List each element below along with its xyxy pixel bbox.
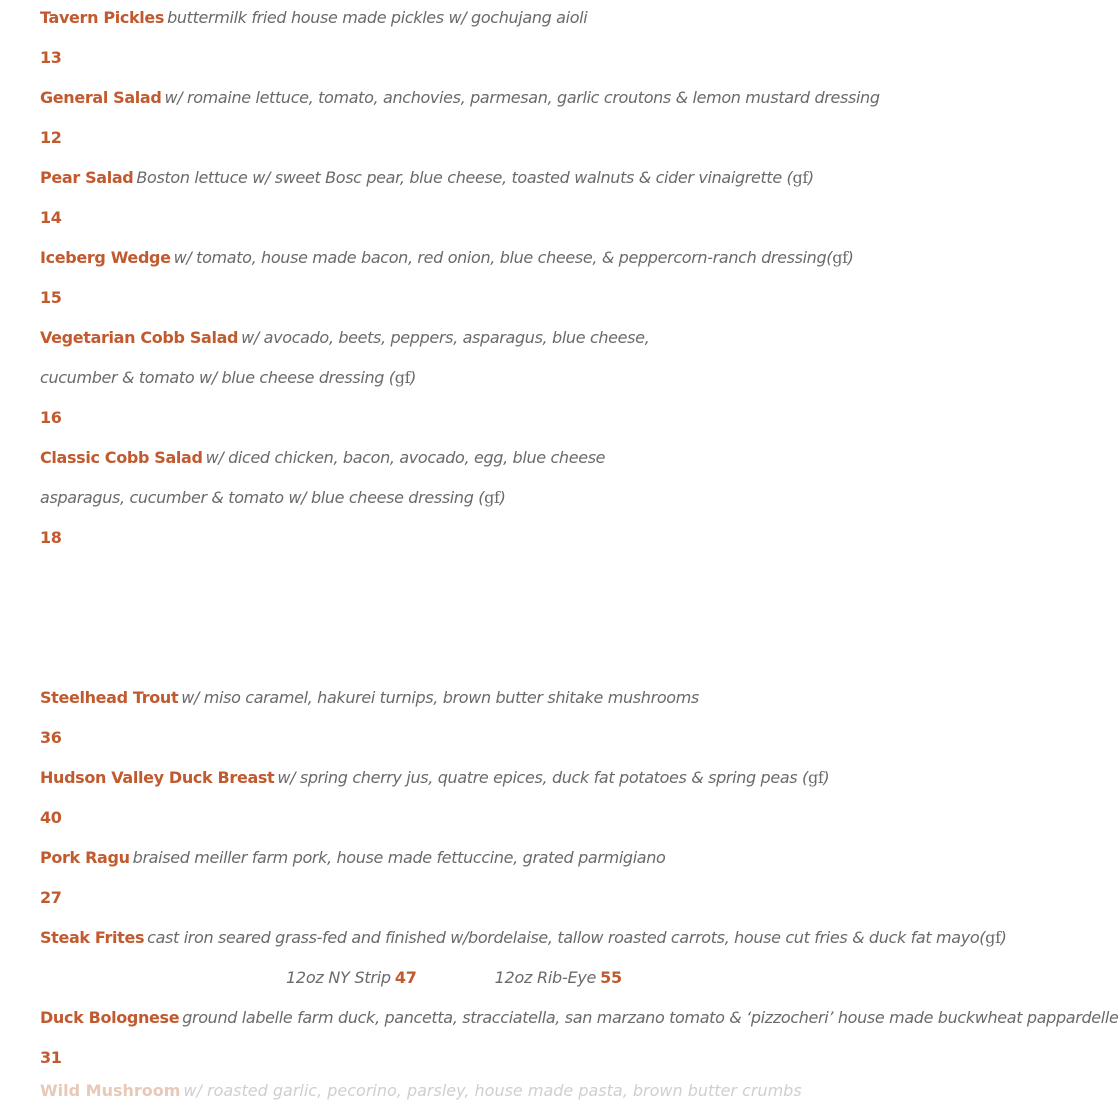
item-price: 13: [40, 48, 62, 67]
item-name: Tavern Pickles: [40, 8, 165, 27]
item-description: w/ avocado, beets, peppers, asparagus, blue cheese,: [241, 328, 650, 347]
item-description-end: ): [823, 768, 830, 787]
menu-item-price-line: [40, 800, 1080, 840]
menu-item-price-line: [40, 520, 1080, 560]
menu: [40, 0, 1118, 1080]
gluten-free-tag: gf: [792, 168, 808, 187]
item-description: Boston lettuce w/ sweet Bosc pear, blue cheese, toasted walnuts & cider vinaigrette (: [136, 168, 793, 187]
gluten-free-tag: gf: [807, 768, 824, 787]
menu-item-price-line: [40, 1040, 1080, 1080]
item-name: Steelhead Trout: [40, 688, 179, 707]
item-name: Steak Frites: [40, 928, 145, 947]
menu-item-line: [40, 920, 1080, 960]
menu-item-line: [40, 1000, 1118, 1040]
item-description-end: ): [807, 168, 814, 187]
menu-item-line: [40, 0, 1080, 40]
menu-item-line: [40, 320, 1080, 360]
menu-item-price-line: [40, 200, 1080, 240]
item-price: 15: [40, 288, 62, 307]
menu-item-price-line: [40, 400, 1080, 440]
item-price: 18: [40, 528, 62, 547]
menu-item-line-continued: [40, 360, 1080, 400]
gluten-free-tag: gf: [484, 488, 500, 507]
item-description-end: ): [1000, 928, 1007, 947]
item-price: 14: [40, 208, 62, 227]
item-price: 16: [40, 408, 62, 427]
item-name: Iceberg Wedge: [40, 248, 171, 267]
section-gap: [40, 560, 1080, 680]
item-name: Classic Cobb Salad: [40, 448, 203, 467]
item-description: w/ romaine lettuce, tomato, anchovies, parmesan, garlic croutons & lemon mustard dressing: [164, 88, 880, 107]
item-price: 12: [40, 128, 62, 147]
menu-item-line: [40, 760, 1080, 800]
item-description: w/ spring cherry jus, quatre epices, duck fat potatoes & spring peas (: [277, 768, 808, 787]
menu-item-price-line: [40, 40, 1080, 80]
item-price: 27: [40, 888, 62, 907]
gluten-free-tag: gf: [985, 928, 1001, 947]
item-description: w/ miso caramel, hakurei turnips, brown butter shitake mushrooms: [181, 688, 699, 707]
menu-item-price-line: [40, 880, 1080, 920]
item-name: Pear Salad: [40, 168, 134, 187]
item-name: Pork Ragu: [40, 848, 130, 867]
item-description-continued: asparagus, cucumber & tomato w/ blue cheese dressing (: [40, 488, 485, 507]
cut-label: 12oz NY Strip: [286, 968, 391, 987]
item-description: w/ tomato, house made bacon, red onion, blue cheese, & peppercorn-ranch dressing(: [173, 248, 833, 267]
item-description: w/ roasted garlic, pecorino, parsley, house made pasta, brown butter crumbs: [183, 1081, 802, 1100]
steak-cuts-line: [40, 960, 1080, 1000]
item-description: braised meiller farm pork, house made fettuccine, grated parmigiano: [132, 848, 666, 867]
item-description-end: ): [410, 368, 417, 387]
item-description: cast iron seared grass-fed and finished w/bordelaise, tallow roasted carrots, house cut fries & duck fat mayo(: [147, 928, 986, 947]
item-price: 40: [40, 808, 62, 827]
item-description-end: ): [847, 248, 854, 267]
menu-item-line-continued: [40, 480, 1080, 520]
gluten-free-tag: gf: [394, 368, 411, 387]
menu-item-line: [40, 240, 1080, 280]
menu-item-line: [40, 680, 1080, 720]
menu-item-line-cut-off: [40, 1081, 802, 1102]
cut-price: 55: [600, 968, 622, 987]
item-price: 36: [40, 728, 62, 747]
item-name: Vegetarian Cobb Salad: [40, 328, 239, 347]
menu-item-line: [40, 840, 1080, 880]
item-description-continued: cucumber & tomato w/ blue cheese dressing (: [40, 368, 395, 387]
item-name: Hudson Valley Duck Breast: [40, 768, 275, 787]
menu-item-price-line: [40, 720, 1080, 760]
gluten-free-tag: gf: [832, 248, 848, 267]
item-name: Duck Bolognese: [40, 1008, 180, 1027]
item-description-end: ): [499, 488, 506, 507]
menu-item-line: [40, 160, 1080, 200]
item-description: w/ diced chicken, bacon, avocado, egg, blue cheese: [205, 448, 606, 467]
menu-item-price-line: [40, 280, 1080, 320]
menu-item-line: [40, 440, 1080, 480]
menu-item-price-line: [40, 120, 1080, 160]
cut-label: 12oz Rib-Eye: [494, 968, 597, 987]
menu-item-line: [40, 80, 1080, 120]
item-price: 31: [40, 1048, 62, 1067]
item-name: Wild Mushroom: [40, 1081, 181, 1100]
item-description: buttermilk fried house made pickles w/ gochujang aioli: [167, 8, 588, 27]
item-description: ground labelle farm duck, pancetta, stracciatella, san marzano tomato & ‘pizzocheri’ house made buckwheat pappardelle: [182, 1008, 1118, 1027]
item-name: General Salad: [40, 88, 162, 107]
cut-price: 47: [394, 968, 417, 987]
